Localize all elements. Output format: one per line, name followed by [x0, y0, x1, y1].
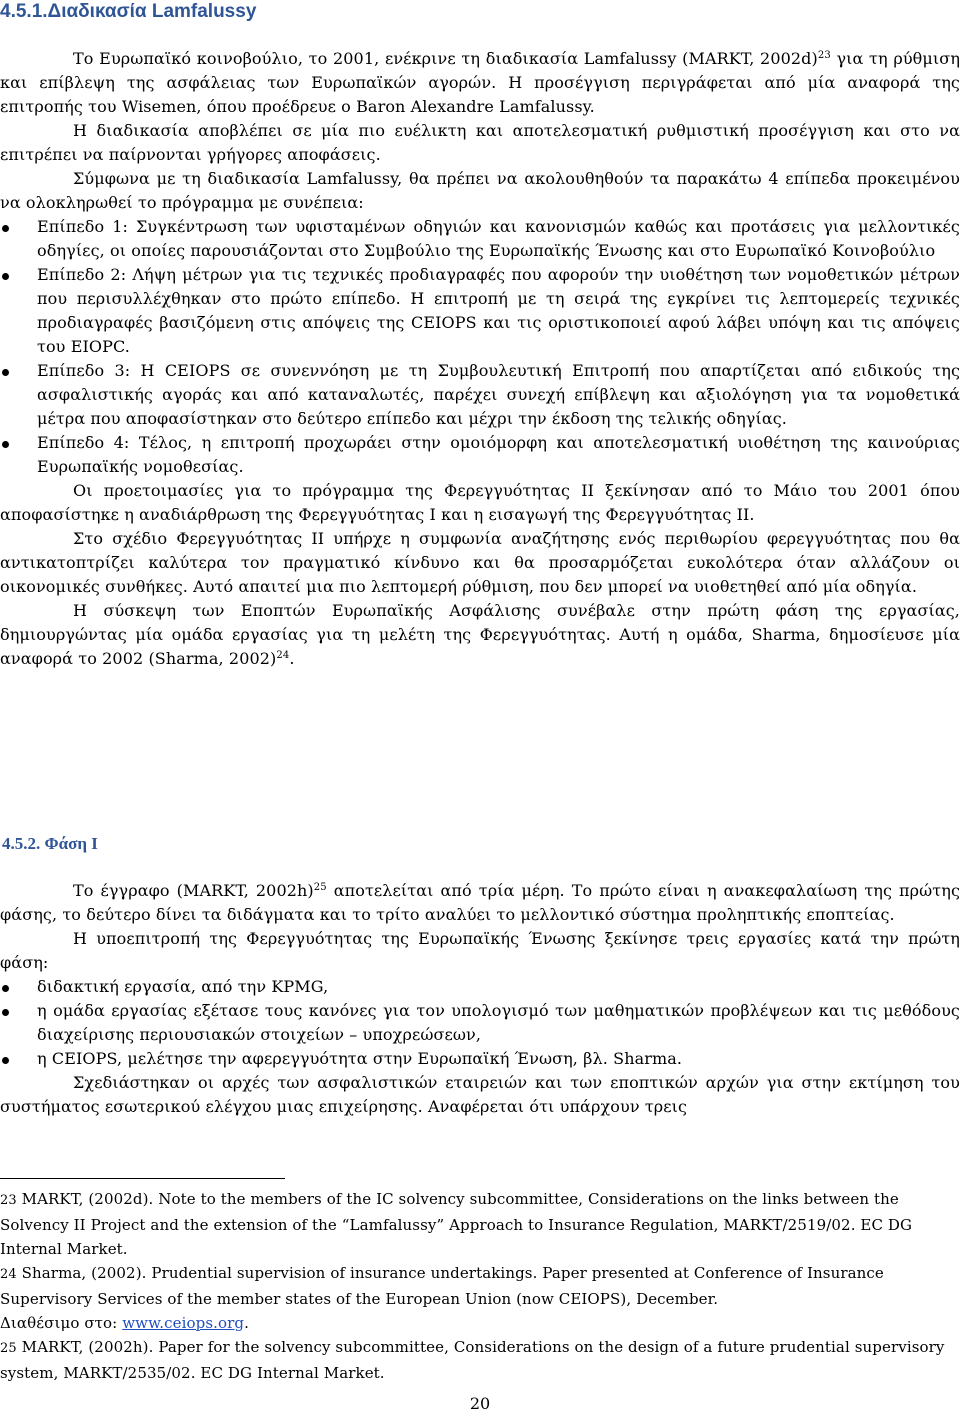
levels-list — [0, 215, 960, 479]
footnote-number: 24 — [0, 1267, 17, 1282]
paragraph: Σύμφωνα με τη διαδικασία Lamfalussy, θα πρέπει να ακολουθηθούν τα παρακάτω 4 επίπεδα προκειμένου να ολοκληρωθεί το πρόγραμμα με συνέπεια: — [0, 169, 960, 212]
paragraph-text: Το Ευρωπαϊκό κοινοβούλιο, το 2001, ενέκρινε τη διαδικασία Lamfalussy (MARKT, 2002d) — [73, 49, 818, 68]
section-body-lamfalussy — [0, 47, 960, 671]
footnote-ref[interactable]: 24 — [276, 650, 290, 661]
ceiops-link[interactable]: www.ceiops.org — [122, 1314, 245, 1332]
bullet-icon — [2, 441, 9, 448]
paragraph-text: Η σύσκεψη των Εποπτών Ευρωπαϊκής Ασφάλισης συνέβαλε στην πρώτη φάση της εργασίας, δημιουργώντας μία ομάδα εργασίας για τη μελέτη της Φερεγγυότητας. Αυτή η ομάδα, Sharma, δημοσίευσε μία αναφορά το 2002 (Sharma, 2002) — [0, 601, 960, 668]
list-item-text: διδακτική εργασία, από την KPMG, — [37, 977, 329, 996]
footnote-ref[interactable]: 25 — [313, 882, 327, 893]
section-heading-lamfalussy: 4.5.1.Διαδικασία Lamfalussy — [0, 1, 257, 22]
footnote-text: . — [244, 1314, 249, 1332]
footnote-text: Διαθέσιμο στο: — [0, 1314, 123, 1332]
list-item-text: Επίπεδο 1: Συγκέντρωση των υφισταμένων οδηγιών και κανονισμών καθώς και προτάσεις για μελλοντικές οδηγίες, οι οποίες παρουσιάζονται στο Συμβούλιο της Ευρωπαϊκής Ένωσης και στο Ευρωπαϊκό Κοινοβούλιο — [37, 217, 960, 260]
paragraph: Στο σχέδιο Φερεγγυότητας II υπήρχε η συμφωνία αναζήτησης ενός περιθωρίου φερεγγυότητας που θα αντικατοπτρίζει καλύτερα τον πραγματικό κίνδυνο και θα προσαρμόζεται ευκολότερα όταν αλλάζουν οι οικονομικές συνθήκες. Αυτό απαιτεί μια πιο λεπτομερή ρύθμιση, που δεν μπορεί να υιοθετηθεί από μία οδηγία. — [0, 529, 960, 596]
list-item — [0, 215, 960, 263]
footnote-text: MARKT, (2002d). Note to the members of the IC solvency subcommittee, Considerations on the links between the Solvency II Project and the extension of the “Lamfalussy” Approach to Insurance Regulation, MARKT/2519/02. EC DG Internal Market. — [0, 1190, 913, 1258]
paragraph: Η υποεπιτροπή της Φερεγγυότητας της Ευρωπαϊκής Ένωσης ξεκίνησε τρεις εργασίες κατά την πρώτη φάση: — [0, 929, 960, 972]
paragraph — [0, 47, 960, 119]
footnote-separator — [0, 1178, 285, 1179]
list-item — [0, 1047, 960, 1071]
section-body-phase-1 — [0, 879, 960, 1119]
paragraph-text: για τη ρύθμιση και επίβλεψη της ασφάλειας των Ευρωπαϊκών αγορών. Η προσέγγιση περιγράφεται από μία αναφορά της επιτροπής του Wisemen, όπου προέδρευε ο Baron Alexandre Lamfalussy. — [0, 49, 960, 116]
bullet-icon — [2, 1057, 9, 1064]
footnote-ref[interactable]: 23 — [817, 50, 831, 61]
list-item-text: Επίπεδο 3: Η CEIOPS σε συνεννόηση με τη Συμβουλευτική Επιτροπή που απαρτίζεται από ειδικούς της ασφαλιστικής αγοράς και από καταναλωτές, παρέχει συνεχή επίβλεψη και αξιολόγηση για τα νομοθετικά μέτρα που αποφασίστηκαν στο δεύτερο επίπεδο και μέχρι την έκδοση της τελικής οδηγίας. — [37, 361, 960, 428]
page-number: 20 — [469, 1394, 491, 1413]
paragraph: Σχεδιάστηκαν οι αρχές των ασφαλιστικών εταιρειών και των εποπτικών αρχών για στην εκτίμηση του συστήματος εσωτερικού ελέγχου μιας επιχείρησης. Αναφέρεται ότι υπάρχουν τρεις — [0, 1073, 960, 1116]
footnotes — [0, 1187, 960, 1385]
bullet-icon — [2, 225, 9, 232]
paragraph-text: αποτελείται από τρία μέρη. Το πρώτο είναι η ανακεφαλαίωση της πρώτης φάσης, το δεύτερο δίνει τα διδάγματα και το τρίτο αναλύει το μελλοντικό σύστημα προληπτικής εποπτείας. — [0, 881, 960, 924]
list-item — [0, 999, 960, 1047]
tasks-list — [0, 975, 960, 1071]
paragraph: Οι προετοιμασίες για το πρόγραμμα της Φερεγγυότητας II ξεκίνησαν από το Μάιο του 2001 όπου αποφασίστηκε η αναδιάρθρωση της Φερεγγυότητας I και η εισαγωγή της Φερεγγυότητας II. — [0, 481, 960, 524]
list-item-text: Επίπεδο 2: Λήψη μέτρων για τις τεχνικές προδιαγραφές που αφορούν την υιοθέτηση των νομοθετικών μέτρων που περισυλλέχθηκαν στο πρώτο επίπεδο. Η επιτροπή με τη σειρά της εγκρίνει τις λεπτομερείς τεχνικές προδιαγραφές βασιζόμενη στις απόψεις της CEIOPS και τις οριστικοποιεί αφού λάβει υπόψη και τις απόψεις του EIOPC. — [37, 265, 960, 356]
paragraph-text: Το έγγραφο (MARKT, 2002h) — [73, 881, 314, 900]
footnote-text: MARKT, (2002h). Paper for the solvency subcommittee, Considerations on the design of a future prudential supervisory system, MARKT/2535/02. EC DG Internal Market. — [0, 1338, 945, 1382]
list-item-text: η CEIOPS, μελέτησε την αφερεγγυότητα στην Ευρωπαϊκή Ένωση, βλ. Sharma. — [37, 1049, 683, 1068]
bullet-icon — [2, 985, 9, 992]
paragraph: Η διαδικασία αποβλέπει σε μία πιο ευέλικτη και αποτελεσματική ρυθμιστική προσέγγιση και στο να επιτρέπει να παίρνονται γρήγορες αποφάσεις. — [0, 121, 960, 164]
list-item — [0, 975, 960, 999]
paragraph — [0, 599, 960, 671]
list-item-text: Επίπεδο 4: Τέλος, η επιτροπή προχωράει στην ομοιόμορφη και αποτελεσματική υιοθέτηση της καινούριας Ευρωπαϊκής νομοθεσίας. — [37, 433, 960, 476]
list-item — [0, 431, 960, 479]
bullet-icon — [2, 369, 9, 376]
list-item — [0, 359, 960, 431]
footnote-number: 25 — [0, 1341, 17, 1356]
footnote-number: 23 — [0, 1193, 17, 1208]
footnote-25 — [0, 1335, 960, 1385]
bullet-icon — [2, 1009, 9, 1016]
footnote-23 — [0, 1187, 960, 1261]
footnote-24 — [0, 1261, 960, 1335]
list-item — [0, 263, 960, 359]
list-item-text: η ομάδα εργασίας εξέτασε τους κανόνες για τον υπολογισμό των μαθηματικών προβλέψεων και τις μεθόδους διαχείρισης περιουσιακών στοιχείων – υποχρεώσεων, — [37, 1001, 960, 1044]
paragraph — [0, 879, 960, 927]
paragraph-text: . — [289, 649, 295, 668]
section-heading-phase-1: 4.5.2. Φάση Ι — [2, 834, 98, 853]
bullet-icon — [2, 273, 9, 280]
footnote-text: Sharma, (2002). Prudential supervision of insurance undertakings. Paper presented at Conference of Insurance Supervisory Services of the member states of the European Union (now CEIOPS), December. — [0, 1264, 884, 1308]
